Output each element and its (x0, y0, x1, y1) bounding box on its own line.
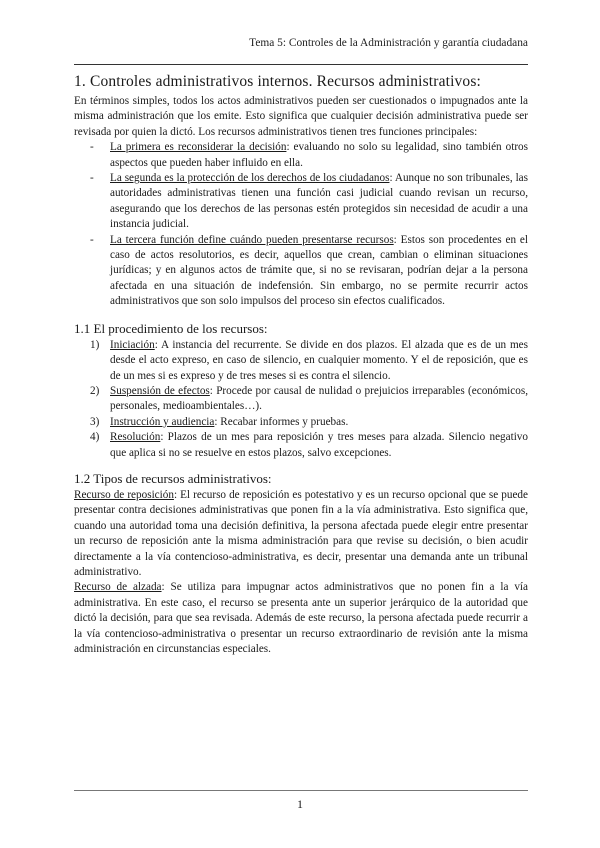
recurso-reposicion-paragraph (74, 488, 528, 580)
paragraph-text: : El recurso de reposición es potestativo y es un recurso opcional que se puede presentar contra decisiones administrativas que ponen fin a la vía administrativa. Esto significa que, cuando una autoridad toma una decisión definitiva, la persona afectada puede elegir entre presentar un recurso de reposición ante la misma administración para que revise su decisión, o bien acudir directamente a la vía contencioso-administrativa, es decir, presentar una demanda ante un tribunal administrativo. (74, 488, 528, 578)
section-1-1-title: 1.1 El procedimiento de los recursos: (74, 320, 268, 336)
list-item-text: : Procede por causal de nulidad o prejuicios irreparables (económicos, personales, medioambientales…). (110, 384, 528, 413)
list-item (74, 338, 528, 384)
list-marker: 1) (90, 338, 100, 351)
list-item-text: : A instancia del recurrente. Se divide en dos plazos. El alzada que es de un mes desde el acto expreso, en caso de silencio, en cualquier momento. Y el de reposición, que es de un mes si es expreso y de tres meses si es contra el silencio. (110, 338, 528, 382)
list-marker: - (90, 233, 94, 246)
list-marker: - (90, 172, 94, 185)
page-number: 1 (297, 797, 303, 811)
section-1-title: 1. Controles administrativos internos. Recursos administrativos: (74, 73, 481, 90)
procedure-steps-list (74, 338, 528, 461)
paragraph-label: Recurso de reposición (74, 488, 174, 501)
list-marker: 4) (90, 431, 100, 444)
list-item (74, 384, 528, 415)
list-item-label: La tercera función define cuándo pueden presentarse recursos (110, 233, 394, 246)
list-item-label: Iniciación (110, 338, 155, 351)
list-item (74, 140, 528, 171)
list-item-label: La segunda es la protección de los derechos de los ciudadanos (110, 172, 390, 185)
paragraph-label: Recurso de alzada (74, 581, 162, 594)
header-divider (74, 64, 528, 65)
list-marker: - (90, 141, 94, 154)
list-item-text: : Recabar informes y pruebas. (214, 415, 349, 428)
list-item-label: Instrucción y audiencia (110, 415, 215, 428)
paragraph-text: : Se utiliza para impugnar actos administrativos que no ponen fin a la vía administrativa. En este caso, el recurso se presenta ante un superior jerárquico de la autoridad que dictó la decisión, para que sea revisada. Además de este recurso, la persona afectada puede recurrir a la vía contencioso-administrativa o presentar un recurso extraordinario de revisión ante la misma administración en circunstancias especiales. (74, 581, 528, 655)
functions-list (74, 140, 528, 309)
list-item-text: : evaluando no solo su legalidad, sino también otros aspectos que pueden haber influido en ella. (110, 141, 528, 169)
list-marker: 2) (90, 384, 100, 397)
list-item-label: Resolución (110, 431, 161, 444)
list-item-label: La primera es reconsiderar la decisión (110, 141, 287, 154)
section-1-2-title: 1.2 Tipos de recursos administrativos: (74, 470, 272, 486)
footer-divider (74, 790, 528, 791)
list-item-text: : Aunque no son tribunales, las autoridades administrativas tienen una función casi judicial cuando revisan un recurso, asegurando que los derechos de las personas estén protegidos sin necesidad de acudir a una instancia judicial. (110, 172, 528, 231)
list-item (74, 233, 528, 310)
list-marker: 3) (90, 415, 100, 428)
recurso-alzada-paragraph (74, 580, 528, 657)
page-body (74, 72, 528, 657)
running-header: Tema 5: Controles de la Administración y garantía ciudadana (249, 37, 528, 49)
list-item-label: Suspensión de efectos (110, 384, 210, 397)
list-item (74, 171, 528, 233)
list-item-text: : Plazos de un mes para reposición y tres meses para alzada. Silencio negativo que aplica si no se resuelve en estos plazos, salvo excepciones. (110, 431, 528, 459)
list-item (74, 415, 528, 430)
section-1-intro: En términos simples, todos los actos administrativos pueden ser cuestionados o impugnados ante la misma administración que los emite. Esto significa que cualquier decisión administrativa puede ser revisada por quien la dictó. Los recursos administrativos tienen tres funciones principales: (74, 95, 528, 138)
list-item-text: : Estos son procedentes en el caso de actos resolutorios, es decir, aquellos que crean, cambian o eliminan situaciones jurídicas; y en algunos actos de trámite que, si no se revisaran, podrían dejar a la persona afectada en una situación de indefensión. Sin embargo, no se permite recurrir actos administrativos que son solo impulsos del proceso sin efectos cualificados. (110, 233, 528, 308)
list-item (74, 430, 528, 461)
